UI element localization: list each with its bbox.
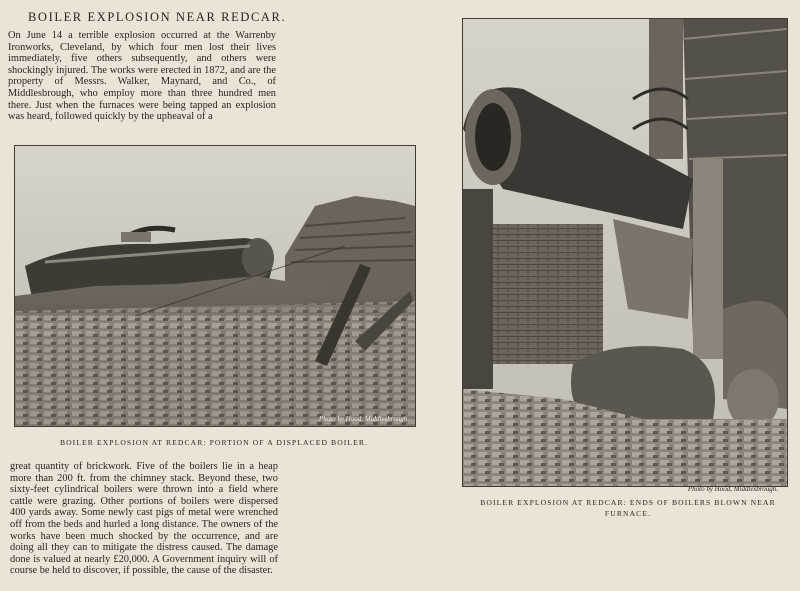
article-title: BOILER EXPLOSION NEAR REDCAR. — [28, 10, 287, 24]
photo-displaced-boiler-image — [15, 146, 415, 426]
photo-credit-left: Photo by Hood, Middlesbrough. — [318, 415, 409, 423]
photo-displaced-boiler — [14, 145, 416, 427]
photo-boiler-ends-image — [463, 19, 787, 486]
photo-credit-right-row — [462, 486, 786, 496]
caption-right: BOILER EXPLOSION AT REDCAR: ENDS OF BOILERS BLOWN NEAR FURNACE. — [480, 498, 776, 518]
article-paragraph-top: On June 14 a terrible explosion occurred at the Warrenby Ironworks, Cleveland, by which four men lost their lives immediately, five others subsequently, and others were shockingly injured. The works were erected in 1872, and are the property of Messrs. Walker, Maynard, and Co., of Middlesbrough, who employ more than three hundred men there. Just when the furnaces were being tapped an explosion was heard, followed quickly by the upheaval of a — [8, 30, 276, 123]
photo-boiler-ends — [462, 18, 788, 487]
caption-left: BOILER EXPLOSION AT REDCAR: PORTION OF A DISPLACED BOILER. — [59, 438, 369, 447]
article-paragraph-bottom: great quantity of brickwork. Five of the boilers lie in a heap more than 200 ft. from the chimney stack. Beyond these, two sixty-feet cylindrical boilers were thrown into a field where cattle were grazing. Other portions of boilers were dispersed 400 yards away. Some newly cast pigs of metal were wrenched off from the beds and hurled a long distance. The owners of the works have been much shocked by the occurrence, and are doing all they can to mitigate the distress caused. The damage done is valued at nearly £20,000. A Government inquiry will of course be held to discover, if possible, the cause of the disaster. — [10, 461, 278, 577]
photo-credit-right: Photo by Hood, Middlesbrough. — [687, 485, 778, 493]
